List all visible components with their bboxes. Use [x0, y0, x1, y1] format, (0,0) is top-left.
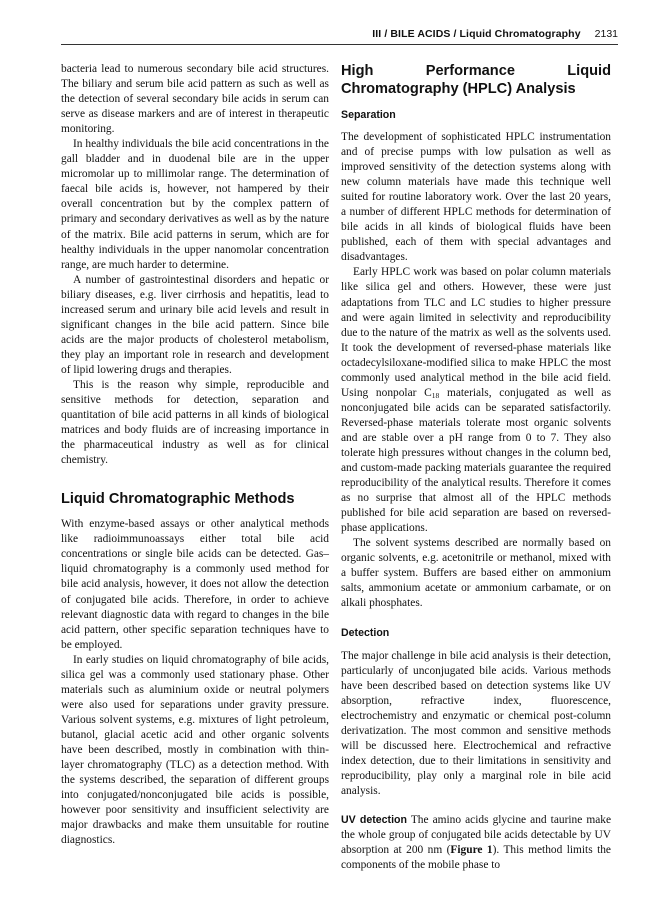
running-header-section: III / BILE ACIDS / Liquid Chromatography — [372, 28, 581, 40]
subscript: 18 — [431, 390, 440, 400]
figure-reference[interactable]: Figure 1 — [450, 844, 493, 857]
text-run: The amino acids glycine and taurine make the whole group of conjugated bile acids detectable by UV absorption at 200 nm ( — [341, 813, 612, 857]
section-heading: High Performance Liquid Chromatography (HPLC) Analysis — [341, 63, 611, 97]
section-heading: Liquid Chromatographic Methods — [61, 491, 295, 508]
paragraph: The solvent systems described are normally based on organic solvents, e.g. acetonitrile or methanol, mixed with a buffer system. Buffers are based either on ammonium salts, ammonium acetate or ammonium carbamate, or on alkali phosphates. — [341, 537, 611, 610]
subsection-heading: Separation — [341, 109, 396, 121]
paragraph: The major challenge in bile acid analysis is their detection, particularly of unconjugated bile acids. Various methods have been described based on detection systems like UV absorption, refractive index, fluorescence, electrochemistry and enzymatic or chemical post-column derivatization. The most common and sensitive methods will be discussed here. Electrochemical and refractive index detection, due to their limitations in sensitivity and reproducibility, play only a marginal role in bile acid analysis. — [341, 649, 611, 797]
paragraph — [341, 265, 611, 536]
paragraph: This is the reason why simple, reproducible and sensitive methods for detection, separation and quantitation of bile acid patterns in all kinds of biological matrices and body fluids are of increasing importance in the pharmaceutical industry as well as for clinical chemistry. — [61, 378, 329, 467]
paragraph: A number of gastrointestinal disorders and hepatic or biliary diseases, e.g. liver cirrhosis and hepatitis, lead to increased serum and urinary bile acid levels and result in significant changes in the bile acid pattern. Since bile acids are the major products of cholesterol metabolism, they play an important role in research and development of lipid lowering drugs and therapies. — [61, 273, 329, 376]
text-run: ). This method limits the components of the mobile phase to — [341, 844, 611, 872]
running-header — [340, 28, 618, 40]
run-in-heading: UV detection — [341, 813, 407, 826]
header-rule — [61, 44, 618, 45]
paragraph — [341, 813, 611, 873]
page-number: 2131 — [594, 28, 618, 40]
paragraph: In healthy individuals the bile acid concentrations in the gall bladder and in duodenal bile are in the upper micromolar up to millimolar range. The determination of faecal bile acids is, however, not hampered by their overall concentration but by the complex pattern of primary and secondary derivatives as well as by the nature of the matrix. Bile acid patterns in serum, which are for healthy individuals in the upper nanomolar concentration range, are much harder to determine. — [61, 138, 329, 271]
paragraph: In early studies on liquid chromatography of bile acids, silica gel was a commonly used stationary phase. Other materials such as aluminium oxide or neutral polymers were also used for separations under gravity pressure. Various solvent systems, e.g. mixtures of light petroleum, butanol, glacial acetic acid and other organic solvents have been described, mostly in combination with thin-layer chromatography (TLC) as a detection method. With the systems described, the separation of different groups into conjugated/nonconjugated bile acids is possible, however poor sensitivity and insufficient selectivity are major drawbacks and make them unsuitable for routine diagnostics. — [61, 653, 329, 847]
text-run: materials, conjugated as well as nonconjugated bile acids can be separated satisfactorily. Reversed-phase materials tolerate most organic solvents and are stable over a pH range from 0 to 7. They also tolerate high pressures without changes in the column bed, and custom-made packing materials guarantee the required reproducibility of the analytical results. Therefore it comes as no surprise that almost all of the HPLC methods published for bile acid separation are based on reversed-phase applications. — [341, 386, 611, 535]
text-run: Early HPLC work was based on polar column materials like silica gel and others. However, these were just adaptations from TLC and LC studies to higher pressure and were again limited in selectivity and reproducibility due to the nature of the matrix as well as the solvents used. It took the development of reversed-phase materials like octadecylsiloxane-modified silica to make HPLC the most commonly used analytical method in the bile acid field. Using nonpolar C — [341, 266, 611, 399]
right-column — [341, 62, 611, 873]
paragraph: With enzyme-based assays or other analytical methods like radioimmunoassays either total bile acid concentrations or single bile acids can be detected. Gas–liquid chromatography is a commonly used method for bile acid analysis, however, it does not allow the detection of conjugated bile acids. Therefore, in order to achieve relevant diagnostic data with regard to changes in the bile acid pattern, other specific separation techniques have to be employed. — [61, 518, 329, 651]
left-column — [61, 62, 329, 848]
subsection-heading: Detection — [341, 626, 390, 639]
paragraph: bacteria lead to numerous secondary bile acid structures. The biliary and serum bile acid pattern as such as well as the detection of several secondary bile acids in serum can serve as disease markers and are of interest in therapeutic monitoring. — [61, 63, 329, 136]
paragraph: The development of sophisticated HPLC instrumentation and of precise pumps with low pulsation as well as improved sensitivity of the detection systems along with new column materials have made this technique well suited for routine laboratory work. Over the last 20 years, a number of different HPLC methods for determination of bile acids in all kinds of biological fluids have been published, each of them with special advantages and disadvantages. — [341, 131, 611, 264]
